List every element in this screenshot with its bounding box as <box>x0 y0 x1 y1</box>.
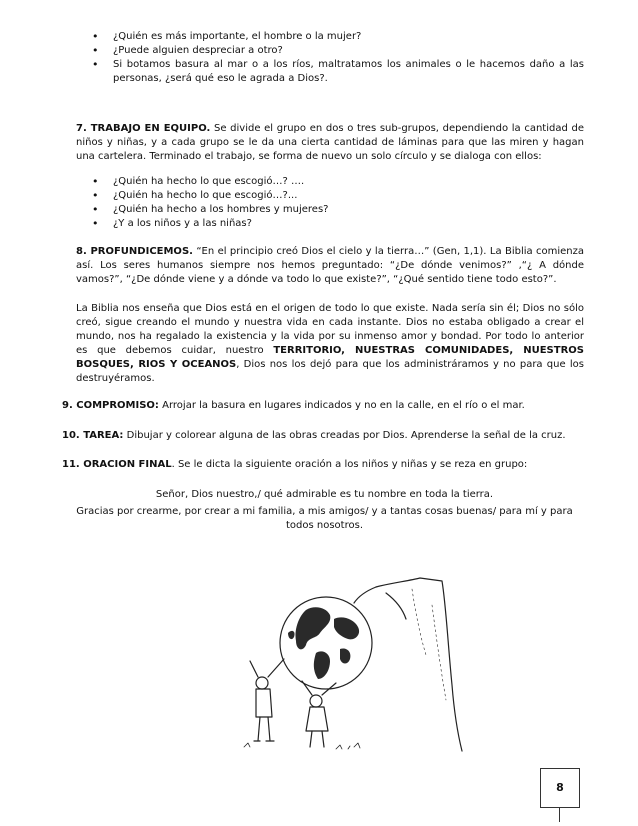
hand-illustration <box>376 578 462 751</box>
section-10-line <box>62 429 587 443</box>
list-item: • ¿Quién ha hecho lo que escogió…? …. <box>92 175 392 189</box>
section-11-heading: 11. ORACION FINAL <box>62 459 172 470</box>
child-left-illustration <box>250 659 284 741</box>
page-number-tick <box>559 808 560 822</box>
list-item: • ¿Y a los niños y a las niñas? <box>92 217 392 231</box>
section-9-heading: 9. COMPROMISO: <box>62 400 159 411</box>
list-item: • ¿Quién es más importante, el hombre o la mujer? <box>92 30 584 44</box>
section-10-heading: 10. TAREA: <box>62 430 124 441</box>
page-number-box <box>540 768 580 808</box>
section-8-emphasis: TERRITORIO, NUESTRAS COMUNIDADES, NUESTROS BOSQUES, RIOS Y OCEANOS <box>76 345 584 370</box>
section-9-text: Arrojar la basura en lugares indicados y no en la calle, en el río o el mar. <box>162 400 525 411</box>
list-item: • Si botamos basura al mar o a los ríos, maltratamos los animales o le hacemos daño a las personas, ¿será qué eso le agrada a Dios?. <box>92 58 584 86</box>
section-11-line <box>62 458 587 472</box>
prayer-line-1: Señor, Dios nuestro,/ qué admirable es tu nombre en toda la tierra. <box>155 489 494 500</box>
section-8-text-a: La Biblia nos enseña que Dios está en el origen de todo lo que existe. Nada sería sin él; Dios no sólo creó, sigue creando el mundo y nuestra vida en cada instante. Dios no estaba obligado a crear el mundo, nos ha regalado la existencia y la vida por su inmenso amor y bondad. Por todo lo anterior es que debemos cuidar, nuestro <box>76 303 584 356</box>
section-7-text: Se divide el grupo en dos o tres sub-grupos, dependiendo la cantidad de niños y niñas, y a cada grupo se le da una cierta cantidad de láminas para que las miren y hagan una cartelera. Terminado el trabajo, se forma de nuevo un solo círculo y se dialoga con ellos: <box>76 123 584 162</box>
section-8-text-b: , Dios nos los dejó para que los administráramos y no para que los destruyéramos. <box>76 359 584 384</box>
continents <box>288 607 359 679</box>
section-7-paragraph <box>76 122 584 164</box>
child-right-illustration <box>302 681 336 747</box>
section-8-paragraph <box>76 245 584 287</box>
page-number: 8 <box>556 781 564 794</box>
section-7-question-list <box>92 175 392 231</box>
list-item: • ¿Quién ha hecho a los hombres y mujeres? <box>92 203 392 217</box>
section-7-heading: 7. TRABAJO EN EQUIPO. <box>76 123 211 134</box>
globe-illustration <box>236 575 466 755</box>
prayer-line-2: Gracias por crearme, por crear a mi familia, a mis amigos/ y a tantas cosas buenas/ para mí y para todos nosotros. <box>76 506 573 531</box>
section-8-heading: 8. PROFUNDICEMOS. <box>76 246 193 257</box>
list-item: • ¿Puede alguien despreciar a otro? <box>92 44 584 58</box>
section-8-second-paragraph <box>76 302 584 386</box>
list-item: • ¿Quién ha hecho lo que escogió…?... <box>92 189 392 203</box>
ground-illustration <box>244 743 360 749</box>
section-9-line <box>62 399 587 413</box>
section-10-text: Dibujar y colorear alguna de las obras creadas por Dios. Aprenderse la señal de la cruz. <box>126 430 566 441</box>
section-8-text: “En el principio creó Dios el cielo y la tierra…” (Gen, 1,1). La Biblia comienza así. Los seres humanos siempre nos hemos preguntado: “¿De dónde venimos?” ,“¿ A dónde vamos?”, “¿De dónde viene y a dónde va todo lo que existe?”, “¿Qué sentido tiene todo esto?”. <box>76 246 585 285</box>
intro-question-list <box>92 30 584 86</box>
section-11-text: . Se le dicta la siguiente oración a los niños y niñas y se reza en grupo: <box>171 459 528 470</box>
prayer-block <box>62 488 587 533</box>
